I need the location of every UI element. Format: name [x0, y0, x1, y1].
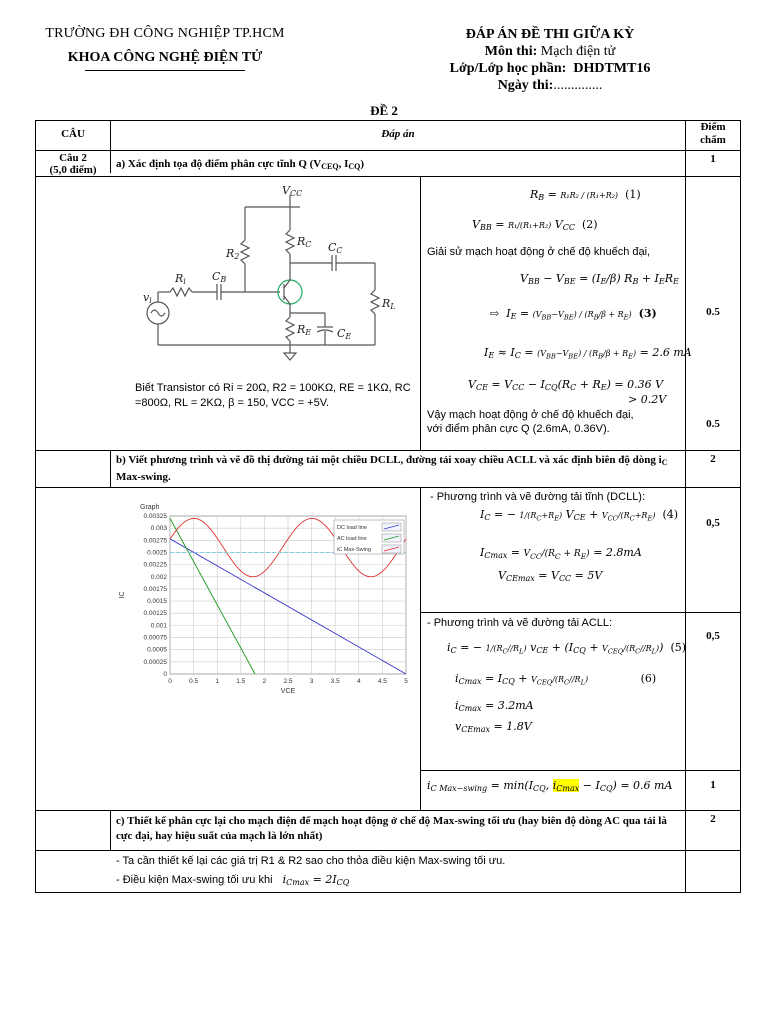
faculty-underline: [85, 70, 245, 71]
label-rc: RC: [297, 235, 312, 249]
conclusion-line1: Vậy mạch hoạt động ở chế độ khuếch đại,: [427, 409, 634, 421]
x-tick-label: 3: [309, 678, 314, 685]
q2-points: (5,0 điểm): [49, 164, 97, 176]
grid-h-bottom: [35, 892, 741, 893]
vce-check: > 0.2V: [628, 393, 667, 406]
x-tick-label: 4: [356, 678, 361, 685]
label-r2: R2: [226, 247, 240, 261]
q2c-line1: - Ta cần thiết kế lại các giá trị R1 & R2 sao cho thỏa điều kiện Max-swing tối ưu.: [116, 855, 506, 867]
formula-maxswing: $i_{C Max-swing} = \min(I_{CQ}$, $i_{Cmax} - I_{CQ}) = 0.6$ mA: [427, 779, 673, 793]
class-label: Lớp/Lớp học phần:: [449, 61, 567, 76]
x-tick-label: 3.5: [330, 678, 340, 685]
formula-rb: $R_B = R_1R_2 / (R_1+R_2)$ (1): [530, 188, 641, 202]
chart-title: Graph: [140, 504, 160, 511]
y-tick-label: 0.00125: [143, 610, 167, 618]
conclusion-line2: với điểm phân cực Q (2.6mA, 0.36V).: [427, 423, 610, 435]
class-line: [410, 60, 690, 77]
label-vcc: VCC: [282, 185, 303, 198]
icmax-highlight: $i_{Cmax}$: [552, 779, 580, 793]
q2c-line2-text: - Điều kiện Max-swing tối ưu khi: [116, 874, 273, 886]
label-rl: RL: [382, 297, 396, 311]
grid-v-q-2: [110, 450, 111, 487]
vce-value: = 0.36 V: [614, 378, 664, 391]
formula-acll: $i_C$ = − $1/(R_C//R_L) v_{CE} + (I_{CQ} + V_{CEQ}/(R_C//R_L))$ (5): [447, 641, 687, 656]
formula-icmax-dc: $I_{Cmax} = V_{CC}/(R_C + R_E) = 2.8mA$: [480, 546, 642, 561]
col-score-header: Điểm chấm: [700, 121, 726, 146]
y-tick-label: 0.00025: [143, 658, 167, 666]
y-tick-label: 0.003: [150, 525, 167, 533]
grid-h-a: [35, 176, 741, 177]
grid-h-top: [35, 120, 741, 121]
circuit-diagram: [140, 185, 405, 370]
q2-label: Câu 2: [59, 152, 87, 164]
label-ce: CE: [337, 327, 352, 341]
faculty-name: KHOA CÔNG NGHỆ ĐIỆN TỬ: [67, 50, 263, 65]
y-tick-label: 0.00075: [143, 634, 167, 642]
grid-h-swing: [420, 770, 741, 771]
grid-v-right: [740, 120, 741, 893]
icmax-dc-value: = 2.8mA: [593, 546, 642, 559]
q2a-score: 1: [710, 153, 716, 165]
label-cb: CB: [212, 270, 227, 284]
legend-label: DC load line: [337, 525, 367, 531]
exam-title: ĐÁP ÁN ĐỀ THI GIỮA KỲ: [465, 27, 635, 42]
x-tick-label: 4.5: [377, 678, 387, 685]
label-vi: vi: [143, 291, 152, 305]
formula-dcll: $I_C$ = − $1/(R_C+R_E) V_{CE} + V_{CC}/(R_C+R_E)$ (4): [480, 508, 679, 523]
grid-h-b: [35, 450, 741, 451]
exam-code: ĐỀ 2: [370, 103, 398, 118]
formula-ie-approx: $I_E \approx I_C = (V_{BB}-V_{BE}) / (R_B/\beta + R_E) = 2.6$ mA: [484, 346, 692, 361]
q2a-title-text: a) Xác định tọa độ điểm phân cực tĩnh Q (V: [116, 158, 322, 170]
grid-v-mid-a: [420, 177, 421, 450]
x-tick-label: 0.5: [189, 678, 199, 685]
icmax-ac-value: = 3.2mA: [485, 699, 534, 712]
ie-value: = 2.6 mA: [639, 346, 692, 359]
y-tick-label: 0.0005: [147, 646, 167, 654]
y-tick-label: 0.00275: [143, 537, 167, 545]
x-tick-label: 2.5: [283, 678, 293, 685]
date-value: ..............: [553, 78, 603, 93]
acll-score: 0,5: [706, 630, 720, 642]
label-re: RE: [297, 323, 312, 337]
header-left: [20, 26, 310, 71]
y-tick-label: 0.00175: [143, 585, 167, 593]
given-values: Biết Transistor có Ri = 20Ω, R2 = 100KΩ, RE = 1KΩ, RC =800Ω, RL = 2KΩ, β = 150, VCC = +5V.: [135, 382, 411, 409]
grid-v-mid-b: [420, 487, 421, 810]
col-answer-header: Đáp án: [381, 128, 415, 140]
q2c-title: c) Thiết kế phân cực lại cho mạch điện để mạch hoạt động ở chế độ Max-swing tối ưu (hay biên độ dòng AC qua tải là cực đại, hay hiệu suất của mạch là lớn nhất): [116, 815, 667, 842]
vcemax-ac-line: $v_{CEmax} = 1.8V$: [455, 720, 532, 734]
subject-value: Mạch điện tử: [540, 44, 616, 59]
col-question-header: CÂU: [61, 128, 85, 140]
formula-vbb: $V_{BB} = R_1/(R_1+R_2)$ $V_{CC}$ (2): [472, 218, 598, 232]
y-tick-label: 0.0025: [147, 549, 167, 557]
label-ri: Ri: [175, 272, 186, 286]
school-name: TRƯỜNG ĐH CÔNG NGHIỆP TP.HCM: [45, 26, 285, 41]
y-axis-label: IC: [119, 591, 126, 599]
formula-ie: ⇨ $I_E = (V_{BB}-V_{BE}) / (R_B/\beta + R_E)$ (3): [490, 307, 657, 322]
formula-kvl: $V_{BB} - V_{BE} = (I_E/\beta) R_B + I_ER_E$: [520, 272, 679, 286]
maxswing-score: 1: [710, 779, 716, 791]
acll-heading: - Phương trình và vẽ đường tải ACLL:: [427, 617, 613, 629]
grid-v-left: [35, 120, 36, 893]
formula-vcemax-dc: $V_{CEmax} = V_{CC} = 5V$: [498, 569, 603, 583]
date-label: Ngày thi:: [497, 78, 554, 93]
grid-v-q-3: [110, 810, 111, 850]
x-axis-label: VCE: [280, 688, 296, 695]
legend-label: iC Max-Swing: [337, 547, 371, 553]
y-tick-label: 0.00325: [143, 513, 167, 520]
label-cc: CC: [328, 241, 343, 255]
q2c-line2: [116, 873, 681, 887]
dcll-score: 0,5: [706, 517, 720, 529]
grid-v-score: [685, 120, 686, 893]
grid-h-c2: [35, 850, 741, 851]
dcll-heading: - Phương trình và vẽ đường tải tĩnh (DCLL):: [430, 491, 646, 503]
grid-h-b2: [35, 487, 741, 488]
legend-label: AC load line: [337, 536, 367, 542]
x-tick-label: 1: [215, 678, 220, 685]
formula-vce: $V_{CE} = V_{CC} - I_{CQ}(R_C + R_E) = 0.36$ V: [468, 378, 664, 392]
y-tick-label: 0.00225: [143, 561, 167, 569]
maxswing-value: = 0.6 mA: [620, 779, 673, 792]
subject-label: Môn thi:: [484, 44, 538, 59]
vcemax-ac-value: = 1.8V: [493, 720, 532, 733]
q2c-condition: $i_{Cmax} = 2I_{CQ}$: [275, 873, 350, 887]
y-tick-label: 0.0015: [147, 598, 167, 606]
x-tick-label: 1.5: [236, 678, 246, 685]
q2a-title: a) Xác định tọa độ điểm phân cực tĩnh Q ($V_{CEQ}$, $I_{CQ}$): [116, 158, 365, 171]
class-value: DHDTMT16: [573, 61, 651, 76]
q2c-score: 2: [710, 813, 716, 825]
icmax-ac-line: $i_{Cmax} = 3.2mA$: [455, 699, 534, 713]
y-tick-label: 0.001: [150, 622, 167, 630]
subject-line: [410, 43, 690, 60]
q2a-score-end: 0.5: [706, 418, 720, 430]
grid-h-c: [35, 810, 741, 811]
x-tick-label: 0: [168, 678, 172, 685]
x-tick-label: 5: [404, 678, 408, 685]
conclusion: [427, 408, 634, 436]
q2b-title-text: b) Viết phương trình và vẽ đồ thị đường tải một chiều DCLL, đường tải xoay chiều ACLL và xác định biên độ dòng i: [116, 454, 662, 466]
grid-h-acll: [420, 612, 741, 613]
header-right: [410, 26, 690, 94]
q2-label-cell: [36, 152, 110, 176]
load-line-chart: [112, 498, 416, 703]
q2a-score-mid: 0.5: [706, 306, 720, 318]
q2b-title: b) Viết phương trình và vẽ đồ thị đường tải một chiều DCLL, đường tải xoay chiều ACLL và xác định biên độ dòng $i_C$ Max-swing.: [116, 454, 668, 483]
grid-h-head: [35, 150, 741, 151]
y-tick-label: 0.002: [150, 573, 167, 581]
date-line: [410, 77, 690, 94]
q2b-score: 2: [710, 453, 716, 465]
q2b-title-end: Max-swing.: [116, 471, 171, 483]
x-tick-label: 2: [262, 678, 267, 685]
y-tick-label: 0: [163, 671, 167, 678]
assume-text: Giải sử mạch hoạt động ở chế độ khuếch đại,: [427, 246, 651, 258]
formula-icmax-ac: $i_{Cmax} = I_{CQ} + V_{CEQ}/(R_C//R_L)$ (6): [455, 672, 657, 687]
